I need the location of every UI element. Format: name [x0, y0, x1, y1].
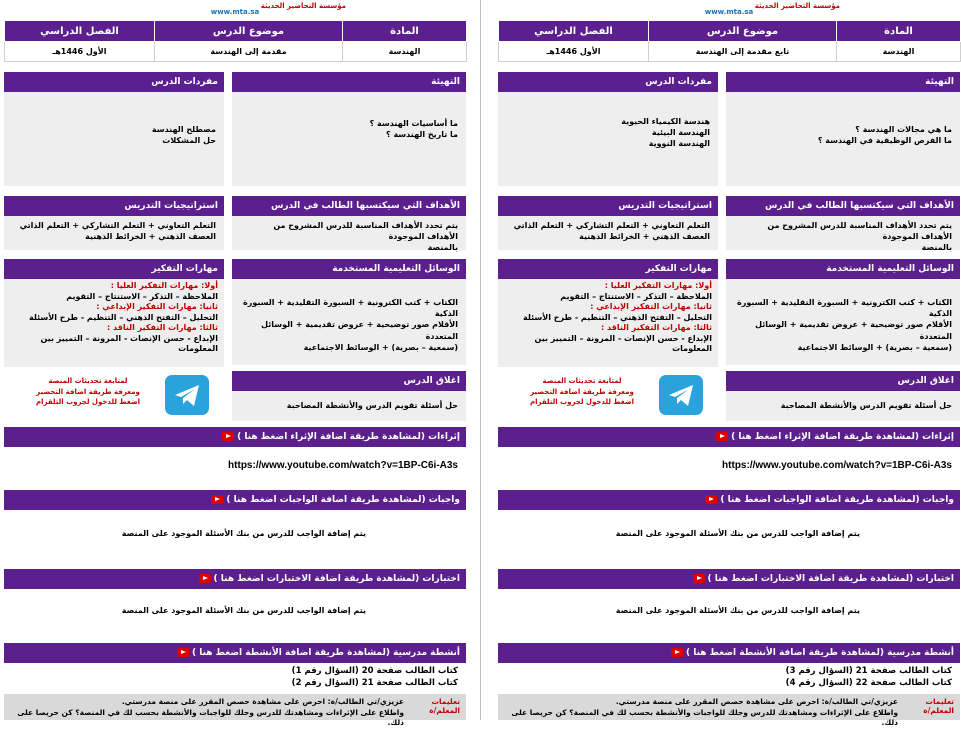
enrichment-title[interactable]	[498, 427, 960, 447]
strategies-title: استراتيجيات التدريس	[498, 196, 718, 216]
tests-text: يتم إضافة الواجب للدرس من بنك الأسئلة الموجود على المنصة	[121, 606, 366, 615]
strategies-line: العصف الذهني + الخرائط الذهنية	[85, 232, 216, 242]
closing-panel	[726, 371, 960, 421]
notes-label: تعليمات المعلم/ة	[923, 697, 954, 715]
thinking-panel	[498, 259, 718, 367]
semester-value: الأول 1446هـ	[499, 42, 649, 62]
vocab-title: مفردات الدرس	[498, 72, 718, 92]
youtube-icon[interactable]	[199, 574, 211, 583]
aids-line: الكتاب + كتب الكترونية + السبورة التقليدية + السبورة الذكية	[243, 298, 458, 319]
thinking-line: الإبداع - حسن الإنصات - المرونة – التمييز بين المعلومات	[40, 333, 218, 354]
vocab-line: مصطلح الهندسة	[151, 125, 216, 134]
activities-title[interactable]	[4, 643, 466, 663]
promo-line: اضغط للدخول لجروب التلقرام	[35, 398, 141, 406]
tests-title-text: اختبارات (لمشاهدة طريقة اضافة الاختبارات اضغط هنا )	[707, 574, 954, 584]
activities-section	[498, 643, 960, 694]
closing-text: حل أسئلة تقويم الدرس والأنشطة المصاحبة	[286, 401, 458, 410]
promo-line: لمتابعة تحديثات المنصة	[48, 377, 128, 385]
thinking-heading: ثانيا: مهارات التفكير الإبداعي :	[590, 302, 712, 312]
activities-title[interactable]	[498, 643, 960, 663]
tests-title[interactable]	[498, 569, 960, 589]
closing-title: اغلاق الدرس	[232, 371, 466, 391]
activity-line: كتاب الطالب صفحة 20 (السؤال رقم 1)	[291, 666, 458, 676]
semester-header: الفصل الدراسي	[499, 21, 649, 42]
objectives-panel	[726, 196, 960, 253]
notes-line: عزيزي/تي الطالب/ة: احرص على مشاهدة حصص المقرر على منصة مدرستي.	[615, 697, 898, 706]
aids-line: (سمعية – بصرية) + الوسائط الاجتماعية	[797, 342, 952, 352]
notes-line: واطلاع على الإثراءات ومشاهدتك للدرس وحلك للواجبات والأنشطة بحسب لك في المنصة؟ كن حريصا على ذلك.	[17, 707, 404, 727]
tests-text: يتم إضافة الواجب للدرس من بنك الأسئلة الموجود على المنصة	[615, 606, 860, 615]
lesson-info-table	[4, 20, 467, 62]
enrichment-title-text: إثراءات (لمشاهدة طريقة اضافة الإثراء اضغط هنا )	[237, 432, 460, 442]
objectives-line: بالمنصة	[921, 243, 952, 253]
strategies-panel	[4, 196, 224, 250]
notes-line: واطلاع على الإثراءات ومشاهدتك للدرس وحلك للواجبات والأنشطة بحسب لك في المنصة؟ كن حريصا على ذلك.	[511, 707, 898, 727]
thinking-heading: ثالثا: مهارات التفكير الناقد :	[601, 323, 712, 333]
tests-section	[4, 569, 466, 639]
thinking-line: الملاحظة – التذكر – الاستنتاج – التقويم	[560, 291, 712, 301]
aids-title: الوسائل التعليمية المستخدمة	[232, 259, 466, 279]
strategies-panel	[498, 196, 718, 250]
thinking-heading: ثانيا: مهارات التفكير الإبداعي :	[96, 302, 218, 312]
thinking-heading: أولا: مهارات التفكير العليا :	[604, 281, 712, 290]
sheet-header	[498, 0, 960, 20]
activities-title-text: أنشطة مدرسية (لمشاهدة طريقة اضافة الأنشطة اضغط هنا )	[685, 648, 954, 658]
objectives-line: يتم تحدد الأهداف المناسبة للدرس المشروح من الأهداف الموجودة	[767, 221, 952, 242]
topic-value: تابع مقدمة إلى الهندسة	[649, 42, 837, 62]
tests-title-text: اختبارات (لمشاهدة طريقة اضافة الاختبارات اضغط هنا )	[213, 574, 460, 584]
thinking-title: مهارات التفكير	[498, 259, 718, 279]
vocab-panel	[498, 72, 718, 186]
subject-header: المادة	[343, 21, 467, 42]
subject-value: الهندسة	[343, 42, 467, 62]
youtube-icon[interactable]	[671, 648, 683, 657]
lesson-sheet-2	[498, 0, 960, 727]
homework-title-text: واجبات (لمشاهدة طريقة اضافة الواجبات اضغط هنا )	[720, 495, 954, 505]
promo-line: ومعرفة طريقة اضافة التحضير	[36, 387, 140, 396]
youtube-icon[interactable]	[211, 495, 223, 504]
notes-label: تعليمات المعلم/ة	[429, 697, 460, 715]
homework-title[interactable]	[498, 490, 960, 510]
homework-title[interactable]	[4, 490, 466, 510]
thinking-title: مهارات التفكير	[4, 259, 224, 279]
objectives-line: بالمنصة	[427, 243, 458, 253]
vocab-panel	[4, 72, 224, 186]
enrichment-link[interactable]: https://www.youtube.com/watch?v=1BP-C6i-A3s	[228, 460, 458, 471]
site-url[interactable]: www.mta.sa	[704, 8, 754, 16]
youtube-icon[interactable]	[705, 495, 717, 504]
aids-line: الأقلام صور توضيحية + عروض تقديمية + الوسائل المتعددة	[261, 320, 458, 341]
lesson-sheet-1	[4, 0, 466, 727]
activity-line: كتاب الطالب صفحة 22 (السؤال رقم 4)	[785, 677, 952, 688]
telegram-promo[interactable]	[512, 376, 652, 408]
warmup-line: ما هي مجالات الهندسة ؟	[855, 125, 952, 134]
topic-header: موضوع الدرس	[155, 21, 343, 42]
teacher-notes	[4, 694, 466, 727]
aids-panel	[726, 259, 960, 365]
homework-title-text: واجبات (لمشاهدة طريقة اضافة الواجبات اضغط هنا )	[226, 495, 460, 505]
activity-line: كتاب الطالب صفحة 21 (السؤال رقم 2)	[291, 677, 458, 688]
institution-name: مؤسسة التحاضير الحديثة	[754, 2, 840, 10]
closing-panel	[232, 371, 466, 421]
homework-text: يتم إضافة الواجب للدرس من بنك الأسئلة الموجود على المنصة	[615, 529, 860, 538]
aids-line: الكتاب + كتب الكترونية + السبورة التقليدية + السبورة الذكية	[737, 298, 952, 319]
activity-line: كتاب الطالب صفحة 21 (السؤال رقم 3)	[785, 666, 952, 676]
telegram-icon[interactable]	[165, 375, 209, 415]
objectives-line: يتم تحدد الأهداف المناسبة للدرس المشروح من الأهداف الموجودة	[273, 221, 458, 242]
tests-section	[498, 569, 960, 639]
warmup-line: ما تاريخ الهندسة ؟	[386, 130, 458, 140]
enrichment-link[interactable]: https://www.youtube.com/watch?v=1BP-C6i-A3s	[722, 460, 952, 471]
vocab-line: حل المشكلات	[162, 136, 216, 146]
thinking-line: التحليل – التفتح الذهني – التنظيم - طرح الأسئلة	[29, 312, 218, 322]
strategies-line: التعلم التعاوني + التعلم التشاركي + التعلم الذاتي	[513, 221, 710, 230]
warmup-line: ما الفرص الوظيفية في الهندسة ؟	[817, 136, 952, 146]
thinking-line: الملاحظة – التذكر – الاستنتاج – التقويم	[66, 291, 218, 301]
topic-header: موضوع الدرس	[649, 21, 837, 42]
thinking-heading: ثالثا: مهارات التفكير الناقد :	[107, 323, 218, 333]
sheet-header	[4, 0, 466, 20]
thinking-line: التحليل – التفتح الذهني – التنظيم - طرح الأسئلة	[523, 312, 712, 322]
vocab-line: الهندسة النووية	[648, 139, 710, 149]
semester-value: الأول 1446هـ	[5, 42, 155, 62]
lesson-info-table	[498, 20, 961, 62]
telegram-promo[interactable]	[18, 376, 158, 408]
warmup-panel	[726, 72, 960, 186]
homework-section	[4, 490, 466, 566]
aids-title: الوسائل التعليمية المستخدمة	[726, 259, 960, 279]
enrichment-title[interactable]	[4, 427, 466, 447]
closing-text: حل أسئلة تقويم الدرس والأنشطة المصاحبة	[780, 401, 952, 410]
thinking-panel	[4, 259, 224, 367]
institution-name: مؤسسة التحاضير الحديثة	[260, 2, 346, 10]
strategies-title: استراتيجيات التدريس	[4, 196, 224, 216]
enrichment-section	[4, 427, 466, 485]
homework-text: يتم إضافة الواجب للدرس من بنك الأسئلة الموجود على المنصة	[121, 529, 366, 538]
activities-section	[4, 643, 466, 694]
promo-line: ومعرفة طريقة اضافة التحضير	[530, 387, 634, 396]
aids-line: الأقلام صور توضيحية + عروض تقديمية + الوسائل المتعددة	[755, 320, 952, 341]
activities-title-text: أنشطة مدرسية (لمشاهدة طريقة اضافة الأنشطة اضغط هنا )	[191, 648, 460, 658]
enrichment-section	[498, 427, 960, 485]
objectives-title: الأهداف التي سيكتسبها الطالب في الدرس	[232, 196, 466, 216]
semester-header: الفصل الدراسي	[5, 21, 155, 42]
vocab-line: الهندسة البيئية	[651, 128, 710, 138]
tests-title[interactable]	[4, 569, 466, 589]
strategies-line: العصف الذهني + الخرائط الذهنية	[579, 232, 710, 242]
youtube-icon[interactable]	[693, 574, 705, 583]
subject-value: الهندسة	[837, 42, 961, 62]
youtube-icon[interactable]	[177, 648, 189, 657]
promo-line: لمتابعة تحديثات المنصة	[542, 377, 622, 385]
thinking-heading: أولا: مهارات التفكير العليا :	[110, 281, 218, 290]
teacher-notes	[498, 694, 960, 727]
closing-title: اغلاق الدرس	[726, 371, 960, 391]
youtube-icon[interactable]	[716, 432, 728, 441]
warmup-panel	[232, 72, 466, 186]
warmup-title: التهيئة	[232, 72, 466, 92]
subject-header: المادة	[837, 21, 961, 42]
page-divider	[480, 0, 481, 720]
vocab-title: مفردات الدرس	[4, 72, 224, 92]
strategies-line: التعلم التعاوني + التعلم التشاركي + التعلم الذاتي	[19, 221, 216, 230]
telegram-icon[interactable]	[659, 375, 703, 415]
notes-line: عزيزي/تي الطالب/ة: احرص على مشاهدة حصص المقرر على منصة مدرستي.	[121, 697, 404, 706]
enrichment-title-text: إثراءات (لمشاهدة طريقة اضافة الإثراء اضغط هنا )	[731, 432, 954, 442]
warmup-line: ما أساسيات الهندسة ؟	[369, 119, 458, 128]
promo-line: اضغط للدخول لجروب التلقرام	[529, 398, 635, 406]
thinking-line: الإبداع - حسن الإنصات - المرونة – التمييز بين المعلومات	[534, 333, 712, 354]
aids-panel	[232, 259, 466, 365]
vocab-line: هندسة الكيمياء الحيوية	[621, 117, 710, 126]
aids-line: (سمعية – بصرية) + الوسائط الاجتماعية	[303, 342, 458, 352]
objectives-title: الأهداف التي سيكتسبها الطالب في الدرس	[726, 196, 960, 216]
youtube-icon[interactable]	[222, 432, 234, 441]
warmup-title: التهيئة	[726, 72, 960, 92]
objectives-panel	[232, 196, 466, 253]
homework-section	[498, 490, 960, 566]
topic-value: مقدمة إلى الهندسة	[155, 42, 343, 62]
site-url[interactable]: www.mta.sa	[210, 8, 260, 16]
